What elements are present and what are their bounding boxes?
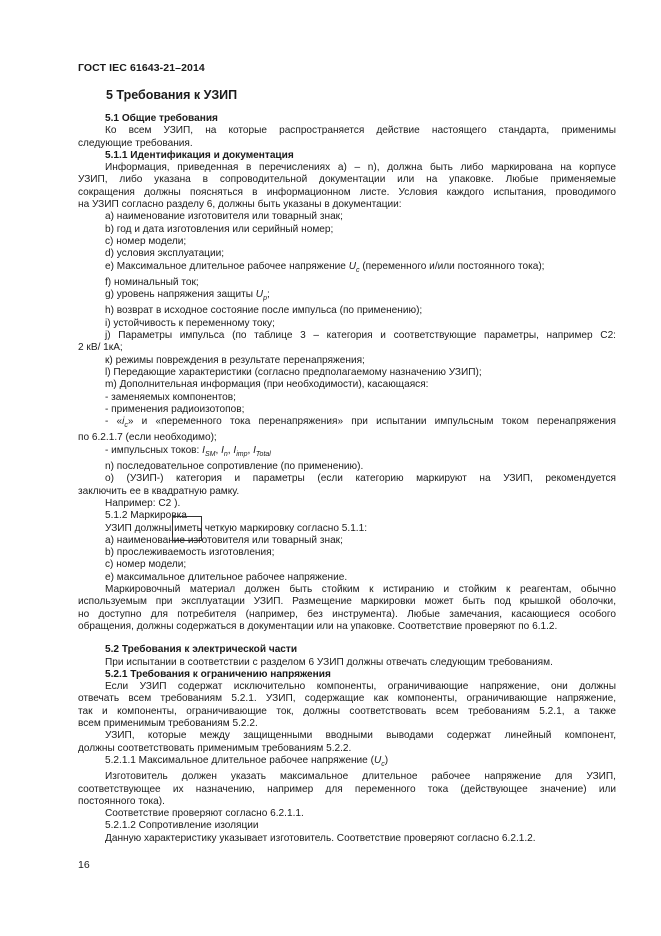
text-line: отвечать всем требованиям 5.2.1. УЗИП, содержащие как компоненты, ограничивающие напряжение, [78, 693, 616, 705]
page-number: 16 [78, 859, 90, 871]
list-item: l) Передающие характеристики (согласно предполагаемому назначению УЗИП); [105, 366, 482, 378]
document-header: ГОСТ IEC 61643-21–2014 [78, 62, 205, 74]
text-line: следующие требования. [78, 137, 193, 149]
text-line: по 6.2.1.7 (если необходимо); [78, 432, 217, 444]
list-item: c) номер модели; [105, 235, 187, 247]
subsection-5-2-title: 5.2 Требования к электрической части [105, 644, 298, 656]
text-line: должны соответствовать применимым требованиям 5.2.2. [78, 742, 352, 754]
subsection-5-2-1-1-title: 5.2.1.1 Максимальное длительное рабочее напряжение $(U_c)$ [105, 754, 389, 768]
subsection-5-1-1-title: 5.1.1 Идентификация и документация [105, 149, 294, 161]
list-item: g) уровень напряжения защиты $U_p$; [105, 289, 270, 303]
text-line: Соответствие проверяют согласно 6.2.1.1. [105, 808, 304, 820]
list-item: - заменяемых компонентов; [105, 391, 236, 403]
text-line: заключить ее в квадратную рамку. [78, 485, 240, 497]
list-item: - «$i_c$» и «переменного тока перенапряжения» при испытании импульсным током перенапряжения [105, 416, 616, 430]
document-body [78, 113, 616, 845]
text-line: всем применимым требованиям 5.2.2. [78, 718, 258, 730]
list-item: e) максимальное длительное рабочее напряжение. [105, 571, 348, 583]
list-item: к) режимы повреждения в результате перенапряжения; [105, 354, 365, 366]
subsection-5-1-title: 5.1 Общие требования [105, 113, 218, 124]
text-line: УЗИП должны иметь четкую маркировку согласно 5.1.1: [105, 522, 368, 534]
text-line: Изготовитель должен указать максимальное длительное рабочее напряжение для УЗИП, [105, 771, 616, 783]
text-line: так и компоненты, ограничивающие ток, должны соответствовать всем требованиям 5.2.1, а также [78, 705, 616, 717]
list-item: n) последовательное сопротивление (по применению). [105, 461, 364, 473]
text-line: но доступно для потребителя (например, без инструмента). Любые замечания, касающиеся особого [78, 608, 616, 620]
text-line: Маркировочный материал должен быть стойким к истиранию и стойким к реагентам, обычно [105, 584, 616, 596]
list-item: b) год и дата изготовления или серийный номер; [105, 223, 334, 235]
list-item: i) устойчивость к переменному току; [105, 317, 275, 329]
list-item: c) номер модели; [105, 559, 187, 571]
list-item: j) Параметры импульса (по таблице 3 – категория и соответствующие параметры, например С2: [105, 330, 616, 342]
list-item: b) прослеживаемость изготовления; [105, 547, 275, 559]
text-line: Ко всем УЗИП, на которые распространяется действие настоящего стандарта, применимы [105, 125, 616, 137]
subsection-5-1-2-title: 5.1.2 Маркировка [105, 510, 187, 522]
list-item: а) наименование изготовителя или товарный знак; [105, 211, 343, 223]
text-line: используемым при эксплуатации УЗИП. Размещение маркировки может быть под крышкой оболочки, [78, 596, 616, 608]
list-item: m) Дополнительная информация (при необходимости), касающаяся: [105, 379, 429, 391]
list-item: е) Максимальное длительное рабочее напряжение $U_c$ (переменного и/или постоянного тока); [105, 260, 545, 274]
text-line: соответствующее их назначению, например для переменного тока (действующее значение) или [78, 783, 616, 795]
text-line: обращения, должны содержаться в документации или на упаковке. Соответствие проверяют по 6.1.2. [78, 620, 558, 632]
text-line: УЗИП, которые между защищенными вводными выводами содержат линейный компонент, [105, 730, 616, 742]
list-item: о) (УЗИП-) категория и параметры (если категорию маркируют на УЗИП, рекомендуется [105, 473, 616, 485]
list-item: а) наименование изготовителя или товарный знак; [105, 534, 343, 546]
list-item: - применения радиоизотопов; [105, 403, 245, 415]
text-line: УЗИП, либо указана в сопроводительной документации или на упаковке. Любые применяемые [78, 174, 616, 186]
text-line: 2 кВ/ 1кА; [78, 342, 123, 354]
list-item: - импульсных токов: $I_{SM}$, $I_n$, $I_{imp}$, $I_{Total}$ [105, 444, 271, 458]
list-item: d) условия эксплуатации; [105, 248, 225, 260]
text-line: Данную характеристику указывает изготовитель. Соответствие проверяют согласно 6.2.1.2. [105, 832, 536, 844]
list-item: h) возврат в исходное состояние после импульса (по применению); [105, 305, 423, 317]
marking-frame [172, 516, 202, 541]
example-line: Например: С2 ). [105, 497, 181, 509]
text-line: на УЗИП согласно разделу 6, должны быть указаны в документации: [78, 199, 402, 211]
list-item: f) номинальный ток; [105, 276, 199, 288]
subsection-5-2-1-title: 5.2.1 Требования к ограничению напряжения [105, 668, 331, 680]
spacer [78, 633, 616, 644]
text-line: Информация, приведенная в перечислениях а) – n), должна быть либо маркирована на корпусе [105, 162, 616, 174]
section-title: 5 Требования к УЗИП [106, 88, 238, 102]
text-line: постоянного тока). [78, 795, 165, 807]
text-line: Если УЗИП содержат исключительно компоненты, ограничивающие напряжение, они должны [105, 681, 616, 693]
text-line: При испытании в соответствии с разделом 6 УЗИП должны отвечать следующим требованиям. [105, 656, 553, 668]
text-line: сокращения должны поясняться в информационном листе. Условия каждого испытания, проводимого [78, 186, 616, 198]
subsection-5-2-1-2-title: 5.2.1.2 Сопротивление изоляции [105, 820, 259, 832]
